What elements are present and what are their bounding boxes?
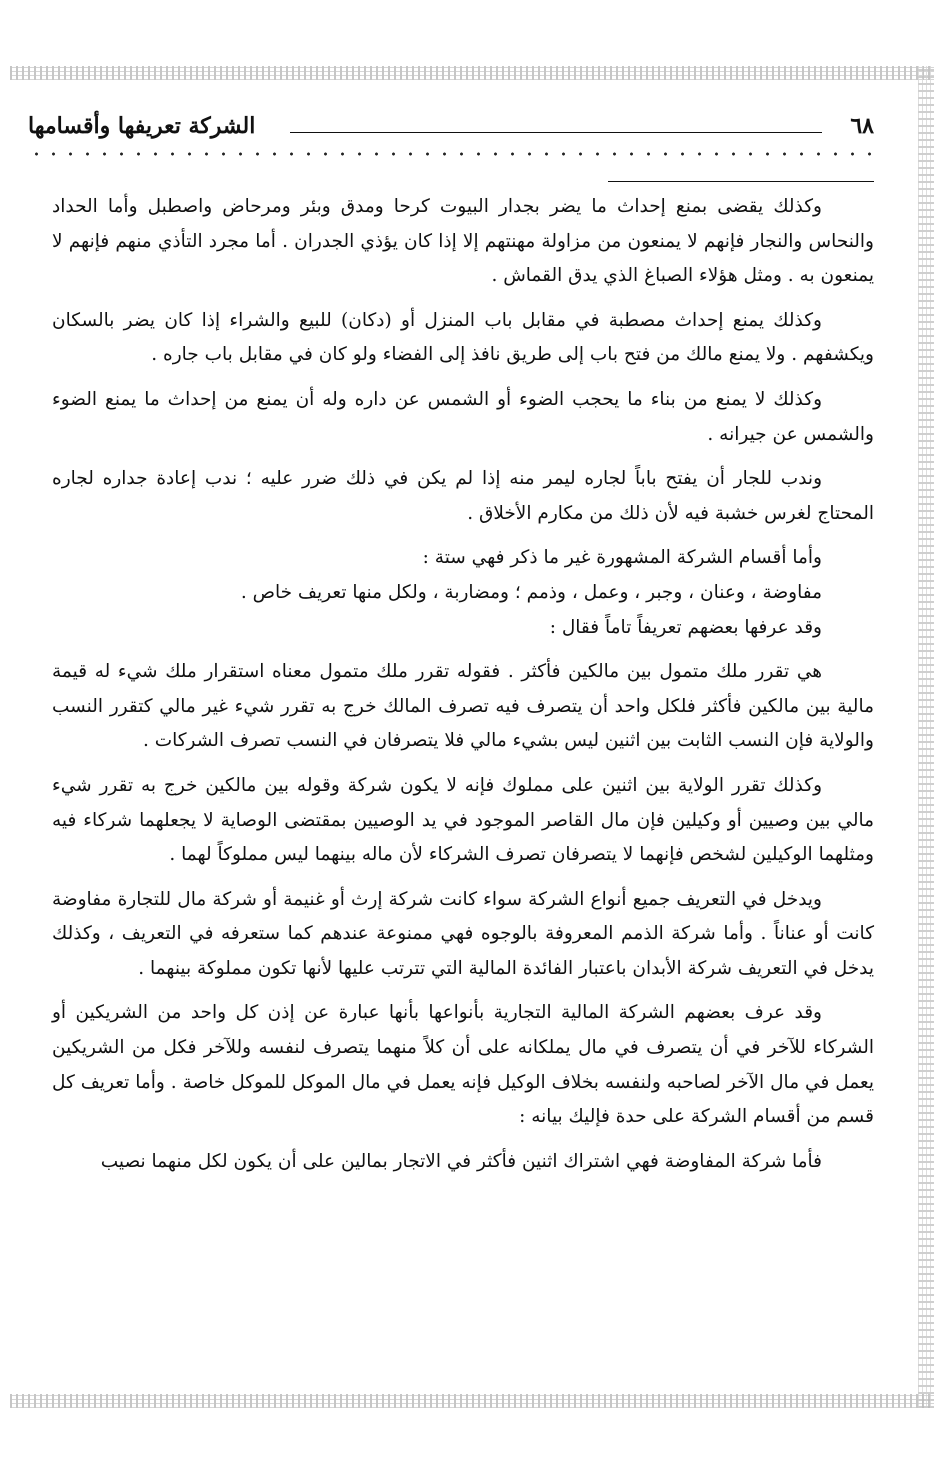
paragraph: وكذلك تقرر الولاية بين اثنين على مملوك فإنه لا يكون شركة وقوله بين مالكين خرج به تقرر شيء مالي بين وصيين أو وكيلين فإن مال القاصر الموجود في يد الوصيين بمقتضى الوصاية لا يجعلهما شركاء فيه ومثلهما الوكيلين لشخص فإنهما لا يتصرفان تصرف الشركاء لأن ماله بينهما ليس مملوكاً لهما . xyxy=(52,774,874,866)
decorative-border-right xyxy=(918,66,934,1408)
paragraph: وأما أقسام الشركة المشهورة غير ما ذكر فهي ستة : xyxy=(422,547,822,569)
dotted-separator xyxy=(28,150,874,158)
running-title: الشركة تعريفها وأقسامها xyxy=(28,113,256,139)
body-text xyxy=(52,190,874,1189)
paragraph: وقد عرفها بعضهم تعريفاً تاماً فقال : xyxy=(549,616,822,638)
page-header xyxy=(28,108,874,148)
paragraph: هي تقرر ملك متمول بين مالكين فأكثر . فقوله تقرر ملك متمول معناه استقرار ملك شيء له قيمة مالية بين مالكين فأكثر فلكل واحد أن يتصرف فيه تصرف المالك خرج به تقرر شيء غير مالي كتقرر النسب والولاية فإن النسب الثابت بين اثنين ليس بشيء مالي فلا يتصرفان في النسب تصرف الشركات . xyxy=(52,661,874,752)
decorative-border-top xyxy=(10,66,934,80)
paragraph: ويدخل في التعريف جميع أنواع الشركة سواء كانت شركة إرث أو غنيمة أو شركة مال للتجارة مفاوضة كانت أو عناناً . وأما شركة الذمم المعروفة بالوجوه فهي ممنوعة عندهم كما ستعرفه في التعريف ، وكذلك يدخل في التعريف شركة الأبدان باعتبار الفائدة المالية التي تترتب عليها لأنها تكون مملوكة بينهما . xyxy=(52,888,874,979)
paragraph: وكذلك يمنع إحداث مصطبة في مقابل باب المنزل أو (دكان) للبيع والشراء إذا كان يضر بالسكان ويكشفهم . ولا يمنع مالك من فتح باب إلى طريق نافذ إلى الفضاء ولو كان في مقابل باب جاره . xyxy=(52,309,874,366)
paragraph: فأما شركة المفاوضة فهي اشتراك اثنين فأكثر في الاتجار بمالين على أن يكون لكل منهما نصيب xyxy=(100,1150,822,1172)
header-underline xyxy=(608,181,874,182)
paragraph: وكذلك يقضى بمنع إحداث ما يضر بجدار البيوت كرحا ومدق وبئر ومرحاض واصطبل وأما الحداد والنحاس والنجار فإنهم لا يمنعون من مزاولة مهنتهم إلا إذا كان يؤذي الجدران . أما مجرد التأذي منهم فإنهم لا يمنعون به . ومثل هؤلاء الصباغ الذي يدق القماش . xyxy=(52,196,874,287)
paragraph: وكذلك لا يمنع من بناء ما يحجب الضوء أو الشمس عن داره وله أن يمنع من إحداث ما يمنع الضوء والشمس عن جيرانه . xyxy=(52,388,874,445)
page-number: ٦٨ xyxy=(850,113,874,139)
paragraph: وقد عرف بعضهم الشركة المالية التجارية بأنواعها بأنها عبارة عن إذن كل واحد من الشريكين أو الشركاء للآخر في أن يتصرف في مال يملكانه على أن كلاً منهما يتصرف لنفسه وللآخر فكل من الشريكين يعمل في مال الآخر لصاحبه ولنفسه بخلاف الوكيل فإنه يعمل في مال الموكل للموكل خاصة . وأما تعريف كل قسم من أقسام الشركة على حدة فإليك بيانه : xyxy=(52,1002,874,1128)
header-rule xyxy=(290,132,822,133)
paragraph: وندب للجار أن يفتح باباً لجاره ليمر منه إذا لم يكن في ذلك ضرر عليه ؛ ندب إعادة جداره لجاره المحتاج لغرس خشبة فيه لأن ذلك من مكارم الأخلاق . xyxy=(52,468,874,524)
decorative-border-bottom xyxy=(10,1394,934,1408)
paragraph: مفاوضة ، وعنان ، وجبر ، وعمل ، وذمم ؛ ومضاربة ، ولكل منها تعريف خاص . xyxy=(240,581,822,603)
